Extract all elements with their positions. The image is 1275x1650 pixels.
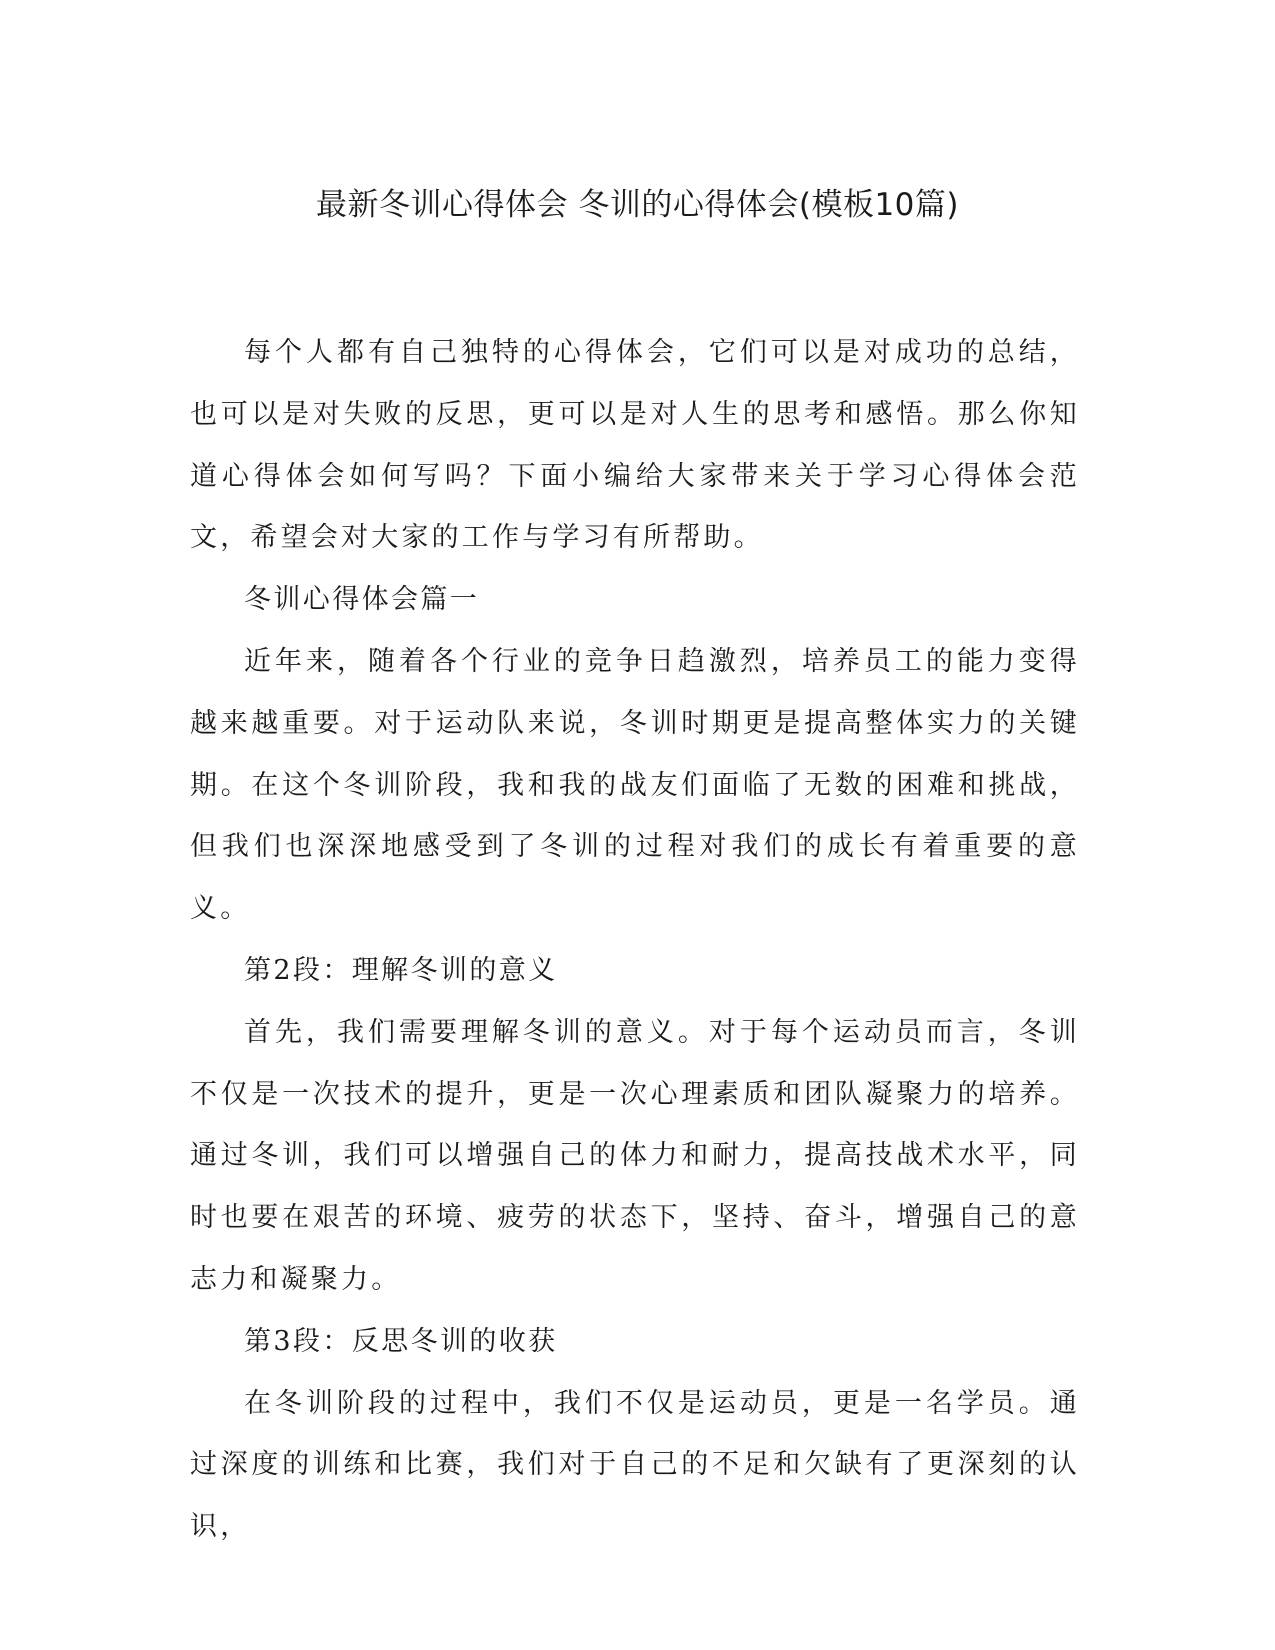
- body-paragraph: 在冬训阶段的过程中，我们不仅是运动员，更是一名学员。通过深度的训练和比赛，我们对于自己的不足和欠缺有了更深刻的认识，: [190, 1387, 1080, 1543]
- document-title: 最新冬训心得体会 冬训的心得体会(模板10篇): [316, 187, 959, 223]
- subsection-heading: 第3段：反思冬训的收获: [244, 1325, 558, 1357]
- subsection-heading: 第2段：理解冬训的意义: [244, 954, 558, 986]
- intro-paragraph: 每个人都有自己独特的心得体会，它们可以是对成功的总结，也可以是对失败的反思，更可以是对人生的思考和感悟。那么你知道心得体会如何写吗？下面小编给大家带来关于学习心得体会范文，希望会对大家的工作与学习有所帮助。: [190, 337, 1080, 554]
- body-paragraph: 近年来，随着各个行业的竞争日趋激烈，培养员工的能力变得越来越重要。对于运动队来说，冬训时期更是提高整体实力的关键期。在这个冬训阶段，我和我的战友们面临了无数的困难和挑战，但我们也深深地感受到了冬训的过程对我们的成长有着重要的意义。: [190, 645, 1080, 925]
- document-body: [190, 322, 1080, 1558]
- section-heading: 冬训心得体会篇一: [244, 584, 480, 616]
- body-paragraph: 首先，我们需要理解冬训的意义。对于每个运动员而言，冬训不仅是一次技术的提升，更是一次心理素质和团队凝聚力的培养。通过冬训，我们可以增强自己的体力和耐力，提高技战术水平，同时也要在艰苦的环境、疲劳的状态下，坚持、奋斗，增强自己的意志力和凝聚力。: [190, 1016, 1080, 1295]
